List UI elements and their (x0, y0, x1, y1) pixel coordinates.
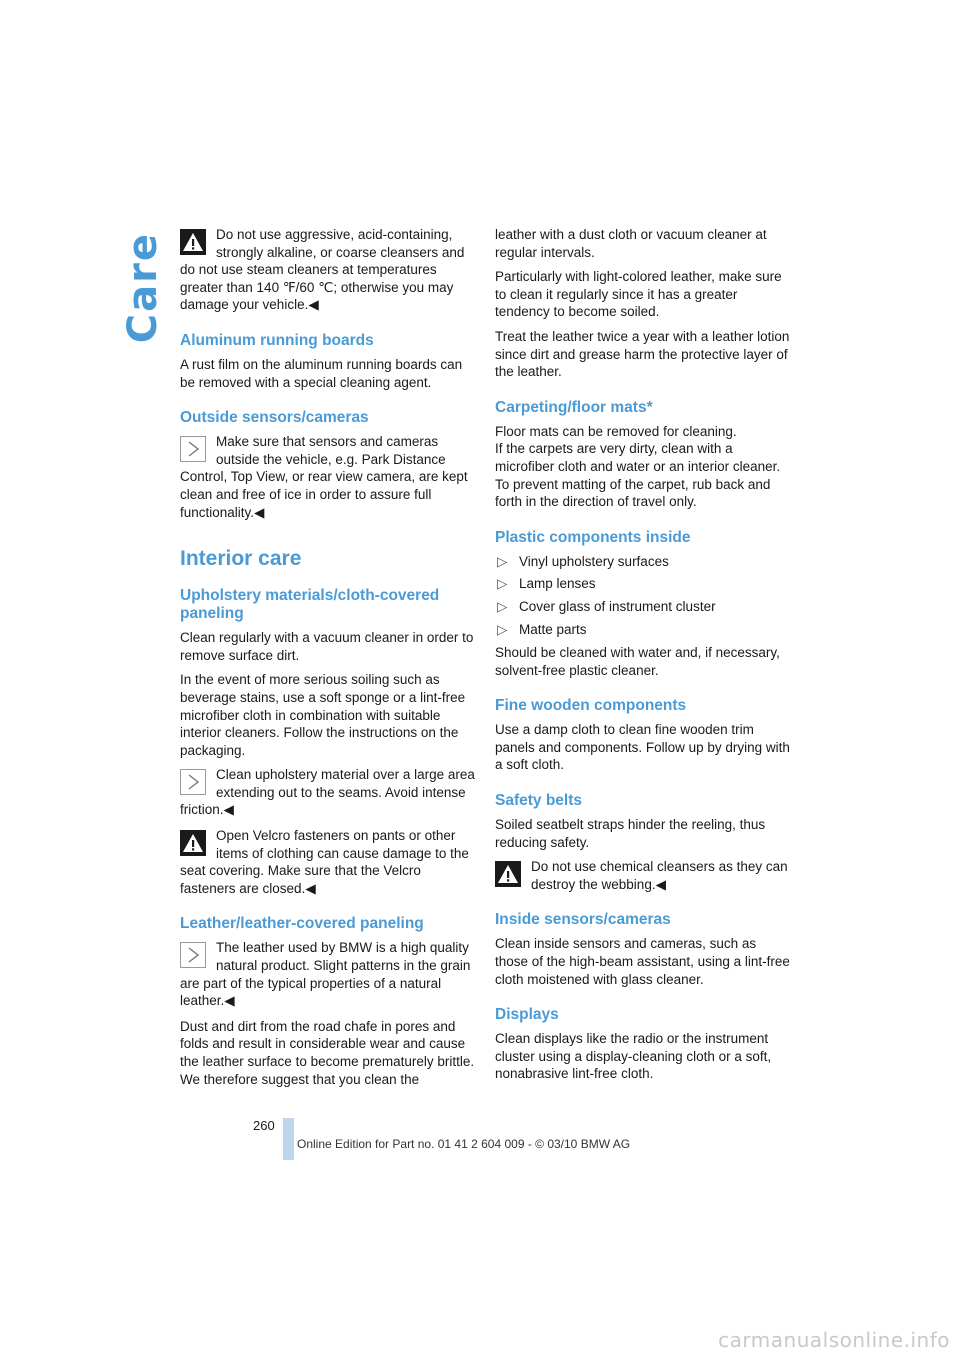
page-number: 260 (253, 1118, 275, 1133)
arrow-note-icon (180, 436, 206, 462)
upholstery-text-1: Clean regularly with a vacuum cleaner in order to remove surface dirt. (180, 630, 474, 663)
list-item (495, 575, 791, 593)
warning-text: Do not use aggressive, acid-containing, strongly alkaline, or coarse cleansers and do not use steam cleaners at temperatures greater than 140 ℉/60 ℃; otherwise you may damage your vehicle.◀ (180, 227, 465, 313)
plastic-text: Should be cleaned with water and, if necessary, solvent-free plastic cleaner. (495, 645, 780, 678)
warning-icon (495, 861, 521, 887)
arrow-note-icon (180, 942, 206, 968)
bullet-arrow-icon: ▷ (497, 576, 508, 592)
leather-text-1: Dust and dirt from the road chafe in pores and folds and result in considerable wear and cause the leather surface to become prematurely brittle. We therefore suggest that you clean the (180, 1018, 475, 1087)
outside-sensors-heading: Outside sensors/cameras (180, 409, 369, 427)
safety-belts-heading: Safety belts (495, 792, 583, 810)
section-tab: Care (120, 232, 166, 344)
carpet-text-1: Floor mats can be removed for cleaning. (495, 423, 737, 439)
leather-text-2: Particularly with light-colored leather, make sure to clean it regularly since it has a greater tendency to become soiled. (495, 269, 782, 320)
warning-text: Open Velcro fasteners on pants or other items of clothing can cause damage to the seat covering. Make sure that the Velcro fasteners are closed.◀ (180, 828, 469, 896)
upholstery-heading: Upholstery materials/cloth-covered paneling (180, 587, 440, 623)
watermark: carmanualsonline.info (718, 1328, 950, 1352)
info-text: Make sure that sensors and cameras outside the vehicle, e.g. Park Distance Control, Top View, or rear view camera, are kept clean and free of ice in order to assure full functionality.◀ (180, 434, 468, 520)
interior-care-heading: Interior care (180, 547, 302, 571)
left-column (180, 226, 476, 1095)
info-note (180, 766, 476, 819)
inside-sensors-heading: Inside sensors/cameras (495, 911, 671, 929)
footer-accent-bar (283, 1118, 294, 1160)
warning-note (180, 827, 476, 897)
aluminum-text: A rust film on the aluminum running boards can be removed with a special cleaning agent. (180, 356, 463, 390)
info-note (180, 433, 476, 521)
bullet-arrow-icon: ▷ (497, 553, 508, 569)
warning-icon (180, 830, 206, 856)
info-text: Clean upholstery material over a large area extending out to the seams. Avoid intense friction.◀ (180, 767, 475, 818)
right-column (495, 226, 791, 1090)
leather-heading: Leather/leather-covered paneling (180, 915, 424, 933)
list-item-text: Matte parts (519, 621, 587, 637)
list-item-text: Cover glass of instrument cluster (519, 598, 716, 614)
plastic-list (495, 553, 791, 638)
info-text: The leather used by BMW is a high quality natural product. Slight patterns in the grain are part of the typical properties of a natural leather.◀ (180, 940, 471, 1009)
list-item-text: Lamp lenses (519, 576, 596, 592)
upholstery-text-2: In the event of more serious soiling such as beverage stains, use a soft sponge or a lint-free microfiber cloth in combination with suitable interior cleaners. Follow the instructions on the packaging. (180, 672, 466, 758)
aluminum-heading: Aluminum running boards (180, 331, 374, 349)
displays-text: Clean displays like the radio or the instrument cluster using a display-cleaning cloth or a soft, nonabrasive lint-free cloth. (495, 1031, 772, 1082)
footer-edition: Online Edition for Part no. 01 41 2 604 009 - © 03/10 BMW AG (297, 1137, 631, 1151)
arrow-note-icon (180, 769, 206, 795)
plastic-heading: Plastic components inside (495, 528, 691, 546)
list-item (495, 553, 791, 571)
info-note (180, 939, 476, 1009)
warning-note (495, 858, 791, 893)
leather-text-3: Treat the leather twice a year with a leather lotion since dirt and grease harm the protective layer of the leather. (495, 328, 790, 380)
list-item (495, 598, 791, 616)
warning-icon (180, 229, 206, 255)
warning-text: Do not use chemical cleansers as they can destroy the webbing.◀ (531, 859, 788, 892)
safety-belts-text: Soiled seatbelt straps hinder the reeling, thus reducing safety. (495, 817, 766, 850)
carpet-heading: Carpeting/floor mats* (495, 398, 653, 416)
displays-heading: Displays (495, 1006, 559, 1024)
wooden-heading: Fine wooden components (495, 697, 687, 715)
bullet-arrow-icon: ▷ (497, 598, 508, 614)
list-item-text: Vinyl upholstery surfaces (519, 553, 669, 569)
warning-note (180, 226, 476, 314)
bullet-arrow-icon: ▷ (497, 621, 508, 637)
leather-text-cont: leather with a dust cloth or vacuum cleaner at regular intervals. (495, 227, 767, 260)
inside-sensors-text: Clean inside sensors and cameras, such as those of the high-beam assistant, using a lint-free cloth moistened with glass cleaner. (495, 936, 790, 987)
list-item (495, 621, 791, 639)
wooden-text: Use a damp cloth to clean fine wooden trim panels and components. Follow up by drying with a soft cloth. (495, 722, 790, 773)
carpet-text-2: If the carpets are very dirty, clean with a microfiber cloth and water or an interior cleaner. To prevent matting of the carpet, rub back and forth in the direction of travel only. (495, 441, 781, 510)
